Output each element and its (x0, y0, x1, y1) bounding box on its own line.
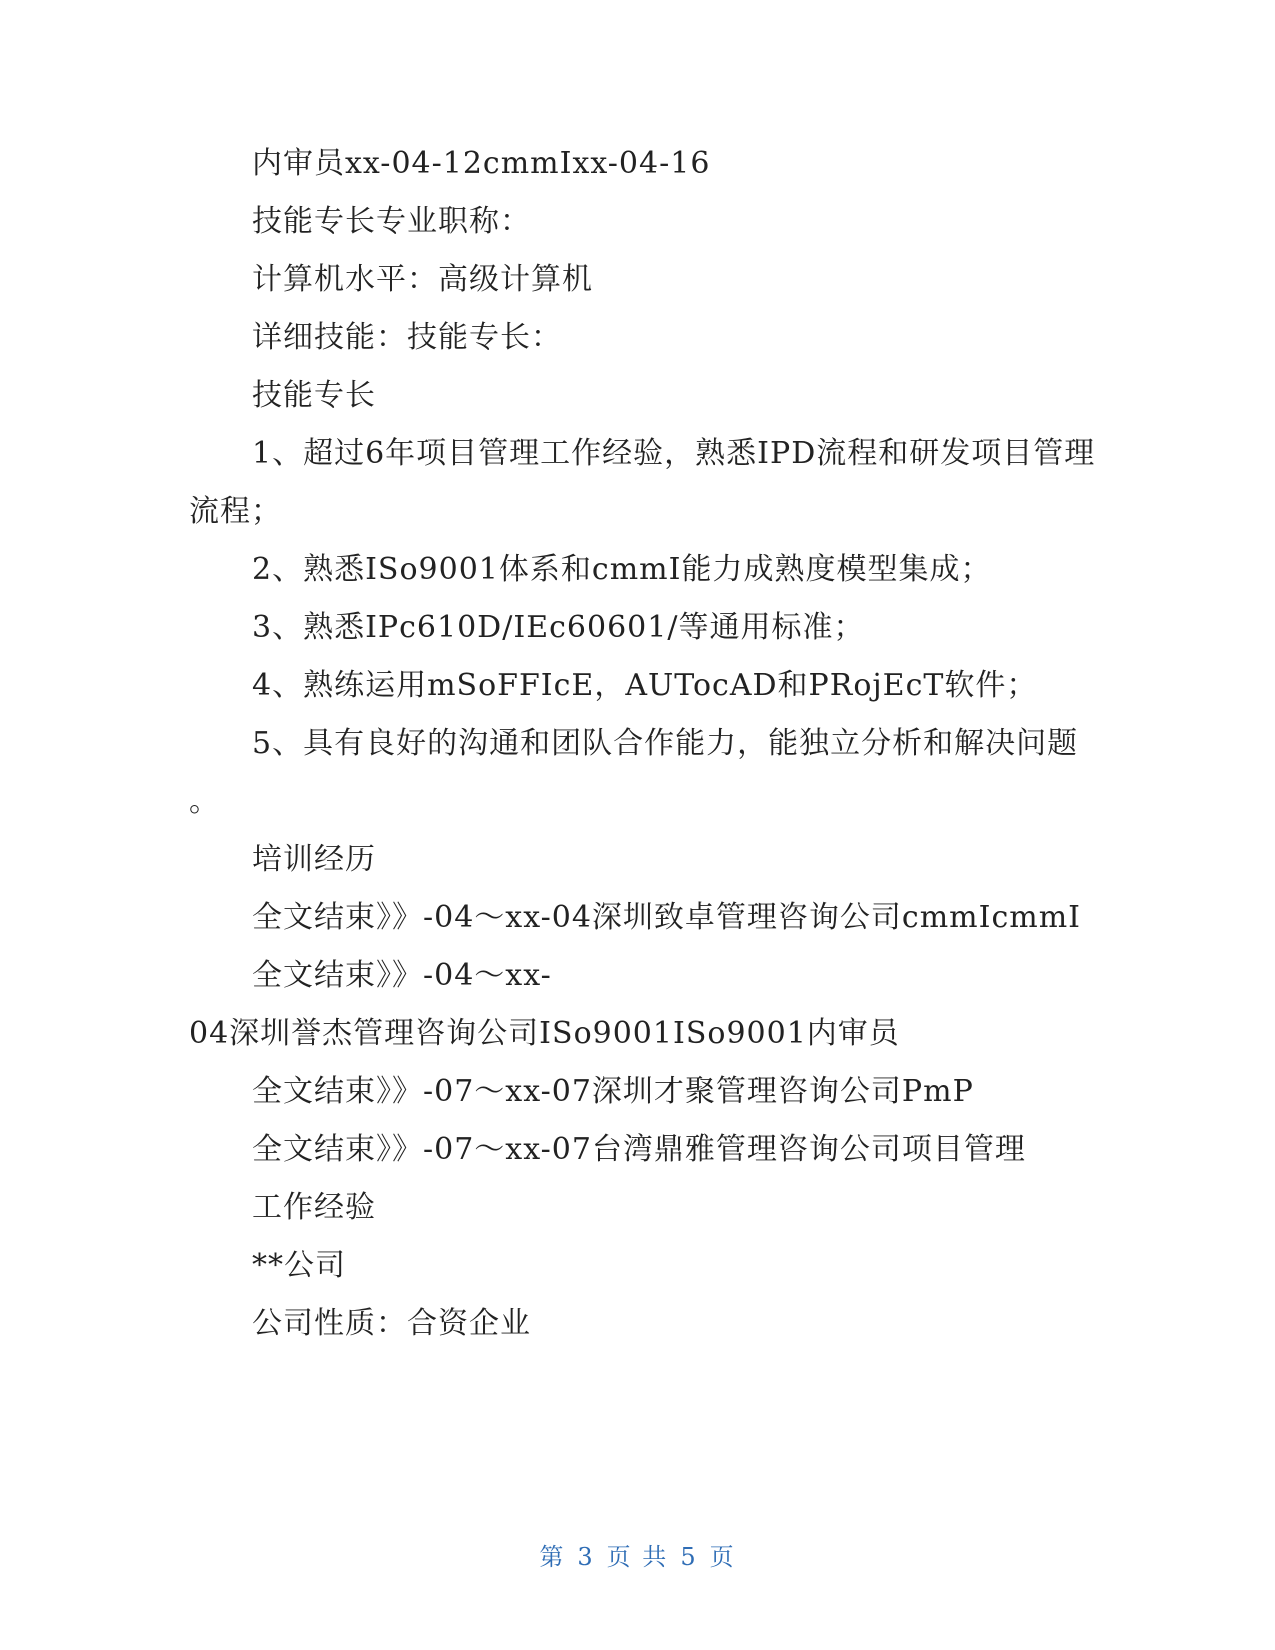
section-heading-training: 培训经历 (252, 842, 376, 877)
footer-page-current: 3 (577, 1543, 595, 1571)
footer-label-mid: 页 共 (606, 1543, 669, 1571)
list-item-skill-3: 3、熟悉IPc610D/IEc60601/等通用标准； (252, 610, 865, 645)
text-line-detailed-skills: 详细技能：技能专长： (252, 320, 562, 355)
footer-page-total: 5 (680, 1543, 698, 1571)
training-entry-1: 全文结束》》-04～xx-04深圳致卓管理咨询公司cmmIcmmI (252, 900, 1082, 935)
list-item-skill-1-cont: 流程； (189, 494, 282, 529)
training-entry-4: 全文结束》》-07～xx-07台湾鼎雅管理咨询公司项目管理 (252, 1132, 1026, 1167)
training-entry-2-cont: 04深圳誉杰管理咨询公司ISo9001ISo9001内审员 (189, 1016, 900, 1051)
text-line-internal-auditor: 内审员xx-04-12cmmIxx-04-16 (252, 146, 711, 181)
list-item-skill-4: 4、熟练运用mSoFFIcE，AUTocAD和PRojEcT软件； (252, 668, 1038, 703)
section-heading-skills: 技能专长 (252, 378, 376, 413)
training-entry-2: 全文结束》》-04～xx- (252, 958, 552, 993)
text-line-computer-level: 计算机水平：高级计算机 (252, 262, 593, 297)
company-nature: 公司性质：合资企业 (252, 1306, 531, 1341)
list-item-skill-2: 2、熟悉ISo9001体系和cmmI能力成熟度模型集成； (252, 552, 992, 587)
section-heading-work-experience: 工作经验 (252, 1190, 376, 1225)
footer-label-pre: 第 (539, 1543, 566, 1571)
text-line-skills-title: 技能专长专业职称： (252, 204, 531, 239)
list-item-skill-5: 5、具有良好的沟通和团队合作能力，能独立分析和解决问题 (252, 726, 1079, 761)
training-entry-3: 全文结束》》-07～xx-07深圳才聚管理咨询公司PmP (252, 1074, 974, 1109)
list-item-skill-5-cont: 。 (189, 784, 220, 819)
company-name: **公司 (252, 1248, 346, 1283)
footer-label-post: 页 (709, 1543, 736, 1571)
list-item-skill-1: 1、超过6年项目管理工作经验，熟悉IPD流程和研发项目管理 (252, 436, 1096, 471)
page-footer (0, 1542, 1275, 1572)
